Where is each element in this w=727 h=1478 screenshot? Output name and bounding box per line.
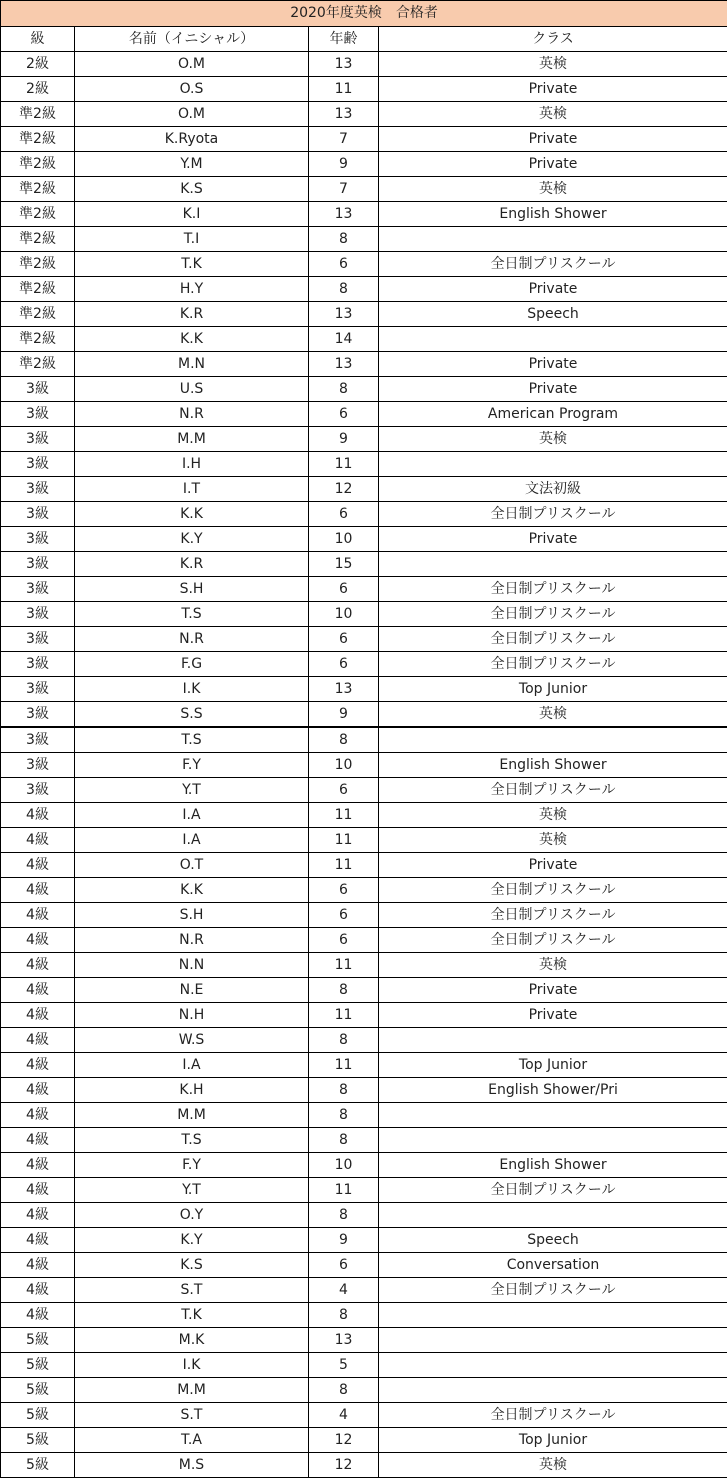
class-cell[interactable] [379,1353,727,1378]
name-cell[interactable]: I.A [75,1053,309,1078]
class-cell[interactable] [379,227,727,252]
grade-cell[interactable]: 2級 [1,52,75,77]
age-cell[interactable]: 4 [309,1278,379,1303]
table-row [1,1453,727,1478]
name-cell[interactable]: K.S [75,177,309,202]
class-cell[interactable]: Top Junior [379,677,727,702]
class-cell[interactable]: Private [379,277,727,302]
age-cell[interactable]: 8 [309,1303,379,1328]
class-cell[interactable]: 英検 [379,52,727,77]
age-cell[interactable]: 6 [309,928,379,953]
age-cell[interactable]: 6 [309,778,379,803]
age-cell[interactable]: 6 [309,402,379,427]
table-row [1,327,727,352]
name-cell[interactable]: H.Y [75,277,309,302]
class-cell[interactable]: 全日制プリスクール [379,1403,727,1428]
grade-cell[interactable]: 3級 [1,778,75,803]
table-row [1,978,727,1003]
grade-cell[interactable]: 4級 [1,853,75,878]
name-cell[interactable]: M.M [75,1378,309,1403]
age-cell[interactable]: 6 [309,878,379,903]
name-cell[interactable]: I.A [75,803,309,828]
class-cell[interactable]: 英検 [379,427,727,452]
grade-cell[interactable]: 3級 [1,727,75,753]
class-cell[interactable]: 全日制プリスクール [379,903,727,928]
name-cell[interactable]: T.I [75,227,309,252]
name-cell[interactable]: O.M [75,102,309,127]
class-cell[interactable]: Private [379,352,727,377]
table-row [1,427,727,452]
header-age[interactable]: 年齢 [309,27,379,52]
class-cell[interactable]: Private [379,978,727,1003]
name-cell[interactable]: Y.T [75,1178,309,1203]
age-cell[interactable]: 11 [309,1178,379,1203]
grade-cell[interactable]: 4級 [1,1153,75,1178]
name-cell[interactable]: I.K [75,677,309,702]
class-cell[interactable]: 全日制プリスクール [379,602,727,627]
grade-cell[interactable]: 3級 [1,552,75,577]
table-row [1,1053,727,1078]
grade-cell[interactable]: 5級 [1,1328,75,1353]
class-cell[interactable]: English Shower [379,753,727,778]
age-cell[interactable]: 13 [309,102,379,127]
grade-cell[interactable]: 3級 [1,502,75,527]
table-row [1,1003,727,1028]
table-row [1,753,727,778]
table-row [1,828,727,853]
table-row [1,277,727,302]
grade-cell[interactable]: 5級 [1,1453,75,1478]
table-row [1,778,727,803]
grade-cell[interactable]: 4級 [1,1178,75,1203]
grade-cell[interactable]: 準2級 [1,152,75,177]
name-cell[interactable]: S.S [75,702,309,728]
name-cell[interactable]: S.H [75,903,309,928]
age-cell[interactable]: 8 [309,1378,379,1403]
grade-cell[interactable]: 3級 [1,702,75,728]
class-cell[interactable]: Conversation [379,1253,727,1278]
class-cell[interactable]: 英検 [379,803,727,828]
name-cell[interactable]: T.A [75,1428,309,1453]
grade-cell[interactable]: 準2級 [1,177,75,202]
age-cell[interactable]: 6 [309,1253,379,1278]
class-cell[interactable] [379,327,727,352]
grade-cell[interactable]: 4級 [1,1278,75,1303]
age-cell[interactable]: 10 [309,527,379,552]
table-row [1,1128,727,1153]
class-cell[interactable]: 全日制プリスクール [379,577,727,602]
table-row [1,52,727,77]
table-row [1,527,727,552]
class-cell[interactable]: 全日制プリスクール [379,1278,727,1303]
age-cell[interactable]: 9 [309,427,379,452]
age-cell[interactable]: 9 [309,702,379,728]
class-cell[interactable]: Speech [379,302,727,327]
grade-cell[interactable]: 4級 [1,903,75,928]
age-cell[interactable]: 7 [309,127,379,152]
table-row [1,377,727,402]
age-cell[interactable]: 12 [309,477,379,502]
grade-cell[interactable]: 3級 [1,452,75,477]
name-cell[interactable]: N.R [75,402,309,427]
table-row [1,953,727,978]
table-row [1,1428,727,1453]
header-class[interactable]: クラス [379,27,727,52]
table-row [1,1028,727,1053]
grade-cell[interactable]: 3級 [1,753,75,778]
table-row [1,677,727,702]
grade-cell[interactable]: 4級 [1,953,75,978]
table-row [1,352,727,377]
class-cell[interactable]: Private [379,527,727,552]
age-cell[interactable]: 13 [309,677,379,702]
class-cell[interactable]: Top Junior [379,1053,727,1078]
name-cell[interactable]: O.Y [75,1203,309,1228]
name-cell[interactable]: I.H [75,452,309,477]
grade-cell[interactable]: 準2級 [1,102,75,127]
class-cell[interactable]: 文法初級 [379,477,727,502]
table-row [1,1203,727,1228]
grade-cell[interactable]: 4級 [1,1303,75,1328]
table-row [1,1178,727,1203]
name-cell[interactable]: N.R [75,928,309,953]
class-cell[interactable]: American Program [379,402,727,427]
age-cell[interactable]: 11 [309,853,379,878]
age-cell[interactable]: 5 [309,1353,379,1378]
name-cell[interactable]: W.S [75,1028,309,1053]
grade-cell[interactable]: 4級 [1,1028,75,1053]
name-cell[interactable]: N.N [75,953,309,978]
title-row [1,1,727,27]
name-cell[interactable]: K.H [75,1078,309,1103]
name-cell[interactable]: T.K [75,1303,309,1328]
name-cell[interactable]: N.E [75,978,309,1003]
name-cell[interactable]: M.M [75,427,309,452]
class-cell[interactable]: 英検 [379,828,727,853]
table-row [1,77,727,102]
age-cell[interactable]: 8 [309,377,379,402]
age-cell[interactable]: 9 [309,152,379,177]
age-cell[interactable]: 8 [309,727,379,753]
name-cell[interactable]: T.S [75,727,309,753]
table-row [1,652,727,677]
name-cell[interactable]: M.S [75,1453,309,1478]
age-cell[interactable]: 11 [309,1003,379,1028]
name-cell[interactable]: K.R [75,302,309,327]
grade-cell[interactable]: 4級 [1,828,75,853]
grade-cell[interactable]: 4級 [1,928,75,953]
name-cell[interactable]: T.K [75,252,309,277]
class-cell[interactable]: 全日制プリスクール [379,502,727,527]
table-row [1,853,727,878]
age-cell[interactable]: 11 [309,803,379,828]
age-cell[interactable]: 8 [309,1078,379,1103]
age-cell[interactable]: 14 [309,327,379,352]
header-name[interactable]: 名前（イニシャル） [75,27,309,52]
class-cell[interactable]: 英検 [379,953,727,978]
grade-cell[interactable]: 3級 [1,652,75,677]
name-cell[interactable]: I.T [75,477,309,502]
table-row [1,452,727,477]
class-cell[interactable] [379,1028,727,1053]
class-cell[interactable] [379,1378,727,1403]
age-cell[interactable]: 6 [309,903,379,928]
name-cell[interactable]: K.K [75,878,309,903]
age-cell[interactable]: 15 [309,552,379,577]
age-cell[interactable]: 13 [309,1328,379,1353]
age-cell[interactable]: 10 [309,1153,379,1178]
class-cell[interactable] [379,1303,727,1328]
table-row [1,477,727,502]
grade-cell[interactable]: 準2級 [1,302,75,327]
grade-cell[interactable]: 準2級 [1,252,75,277]
grade-cell[interactable]: 5級 [1,1353,75,1378]
class-cell[interactable]: 英検 [379,702,727,728]
name-cell[interactable]: Y.T [75,778,309,803]
header-grade[interactable]: 級 [1,27,75,52]
name-cell[interactable]: M.N [75,352,309,377]
age-cell[interactable]: 13 [309,352,379,377]
name-cell[interactable]: U.S [75,377,309,402]
age-cell[interactable]: 11 [309,953,379,978]
age-cell[interactable]: 8 [309,1128,379,1153]
age-cell[interactable]: 11 [309,828,379,853]
class-cell[interactable]: 全日制プリスクール [379,1178,727,1203]
class-cell[interactable]: 全日制プリスクール [379,778,727,803]
table-row [1,227,727,252]
age-cell[interactable]: 9 [309,1228,379,1253]
class-cell[interactable] [379,1103,727,1128]
table-row [1,252,727,277]
grade-cell[interactable]: 5級 [1,1378,75,1403]
table-row [1,602,727,627]
grade-cell[interactable]: 3級 [1,602,75,627]
grade-cell[interactable]: 3級 [1,627,75,652]
table-row [1,127,727,152]
name-cell[interactable]: K.Ryota [75,127,309,152]
table-row [1,1303,727,1328]
table-row [1,878,727,903]
grade-cell[interactable]: 3級 [1,377,75,402]
name-cell[interactable]: F.Y [75,1153,309,1178]
grade-cell[interactable]: 3級 [1,677,75,702]
age-cell[interactable]: 8 [309,277,379,302]
table-row [1,552,727,577]
table-row [1,1228,727,1253]
table-row [1,727,727,753]
name-cell[interactable]: O.S [75,77,309,102]
class-cell[interactable]: 全日制プリスクール [379,878,727,903]
age-cell[interactable]: 10 [309,753,379,778]
age-cell[interactable]: 4 [309,1403,379,1428]
age-cell[interactable]: 8 [309,227,379,252]
name-cell[interactable]: K.I [75,202,309,227]
name-cell[interactable]: Y.M [75,152,309,177]
age-cell[interactable]: 10 [309,602,379,627]
age-cell[interactable]: 8 [309,978,379,1003]
grade-cell[interactable]: 準2級 [1,202,75,227]
name-cell[interactable]: F.G [75,652,309,677]
class-cell[interactable]: English Shower [379,1153,727,1178]
table-row [1,302,727,327]
class-cell[interactable]: 全日制プリスクール [379,627,727,652]
name-cell[interactable]: M.M [75,1103,309,1128]
table-row [1,627,727,652]
grade-cell[interactable]: 4級 [1,878,75,903]
age-cell[interactable]: 6 [309,502,379,527]
class-cell[interactable]: Private [379,853,727,878]
grade-cell[interactable]: 4級 [1,1228,75,1253]
class-cell[interactable]: Private [379,152,727,177]
class-cell[interactable]: Speech [379,1228,727,1253]
table-row [1,1403,727,1428]
name-cell[interactable]: T.S [75,1128,309,1153]
age-cell[interactable]: 7 [309,177,379,202]
age-cell[interactable]: 13 [309,302,379,327]
table-row [1,702,727,728]
name-cell[interactable]: K.K [75,327,309,352]
table-row [1,1103,727,1128]
grade-cell[interactable]: 5級 [1,1403,75,1428]
age-cell[interactable]: 6 [309,627,379,652]
age-cell[interactable]: 11 [309,77,379,102]
class-cell[interactable] [379,552,727,577]
table-row [1,903,727,928]
grade-cell[interactable]: 2級 [1,77,75,102]
table-row [1,402,727,427]
grade-cell[interactable]: 4級 [1,1128,75,1153]
class-cell[interactable] [379,727,727,753]
grade-cell[interactable]: 3級 [1,577,75,602]
age-cell[interactable]: 12 [309,1428,379,1453]
class-cell[interactable]: 全日制プリスクール [379,652,727,677]
grade-cell[interactable]: 5級 [1,1428,75,1453]
name-cell[interactable]: K.S [75,1253,309,1278]
grade-cell[interactable]: 4級 [1,1053,75,1078]
class-cell[interactable]: Private [379,127,727,152]
name-cell[interactable]: I.A [75,828,309,853]
grade-cell[interactable]: 準2級 [1,277,75,302]
name-cell[interactable]: O.M [75,52,309,77]
class-cell[interactable]: Private [379,1003,727,1028]
name-cell[interactable]: I.K [75,1353,309,1378]
class-cell[interactable]: 全日制プリスクール [379,252,727,277]
age-cell[interactable]: 11 [309,1053,379,1078]
age-cell[interactable]: 8 [309,1203,379,1228]
name-cell[interactable]: S.T [75,1278,309,1303]
grade-cell[interactable]: 4級 [1,1203,75,1228]
table-row [1,1153,727,1178]
age-cell[interactable]: 6 [309,252,379,277]
name-cell[interactable]: O.T [75,853,309,878]
table-row [1,577,727,602]
age-cell[interactable]: 8 [309,1028,379,1053]
class-cell[interactable]: 全日制プリスクール [379,928,727,953]
name-cell[interactable]: S.T [75,1403,309,1428]
class-cell[interactable]: English Shower/Pri [379,1078,727,1103]
class-cell[interactable]: 英検 [379,102,727,127]
class-cell[interactable]: Private [379,377,727,402]
table-body [1,52,727,1478]
age-cell[interactable]: 13 [309,202,379,227]
age-cell[interactable]: 13 [309,52,379,77]
grade-cell[interactable]: 4級 [1,1103,75,1128]
name-cell[interactable]: N.R [75,627,309,652]
age-cell[interactable]: 8 [309,1103,379,1128]
class-cell[interactable] [379,1328,727,1353]
grade-cell[interactable]: 3級 [1,402,75,427]
header-row [1,27,727,52]
table-row [1,152,727,177]
class-cell[interactable]: 英検 [379,177,727,202]
grade-cell[interactable]: 4級 [1,803,75,828]
class-cell[interactable] [379,1203,727,1228]
grade-cell[interactable]: 3級 [1,527,75,552]
grade-cell[interactable]: 準2級 [1,127,75,152]
class-cell[interactable] [379,1128,727,1153]
table-row [1,1078,727,1103]
name-cell[interactable]: F.Y [75,753,309,778]
table-row [1,928,727,953]
age-cell[interactable]: 6 [309,652,379,677]
table-row [1,1278,727,1303]
name-cell[interactable]: K.R [75,552,309,577]
grade-cell[interactable]: 4級 [1,978,75,1003]
grade-cell[interactable]: 準2級 [1,352,75,377]
name-cell[interactable]: M.K [75,1328,309,1353]
table-row [1,1378,727,1403]
age-cell[interactable]: 6 [309,577,379,602]
class-cell[interactable]: Private [379,77,727,102]
age-cell[interactable]: 11 [309,452,379,477]
name-cell[interactable]: K.Y [75,1228,309,1253]
name-cell[interactable]: T.S [75,602,309,627]
table-row [1,803,727,828]
name-cell[interactable]: K.Y [75,527,309,552]
table-row [1,1328,727,1353]
table-row [1,202,727,227]
class-cell[interactable] [379,452,727,477]
class-cell[interactable]: English Shower [379,202,727,227]
table-row [1,1253,727,1278]
name-cell[interactable]: S.H [75,577,309,602]
name-cell[interactable]: K.K [75,502,309,527]
table-row [1,102,727,127]
grade-cell[interactable]: 4級 [1,1253,75,1278]
grade-cell[interactable]: 準2級 [1,227,75,252]
grade-cell[interactable]: 3級 [1,477,75,502]
class-cell[interactable]: Top Junior [379,1428,727,1453]
table-row [1,502,727,527]
table-row [1,1353,727,1378]
table-title[interactable]: 2020年度英検 合格者 [1,1,727,27]
grade-cell[interactable]: 3級 [1,427,75,452]
grade-cell[interactable]: 準2級 [1,327,75,352]
age-cell[interactable]: 12 [309,1453,379,1478]
table-row [1,177,727,202]
class-cell[interactable]: 英検 [379,1453,727,1478]
grade-cell[interactable]: 4級 [1,1003,75,1028]
name-cell[interactable]: N.H [75,1003,309,1028]
grade-cell[interactable]: 4級 [1,1078,75,1103]
